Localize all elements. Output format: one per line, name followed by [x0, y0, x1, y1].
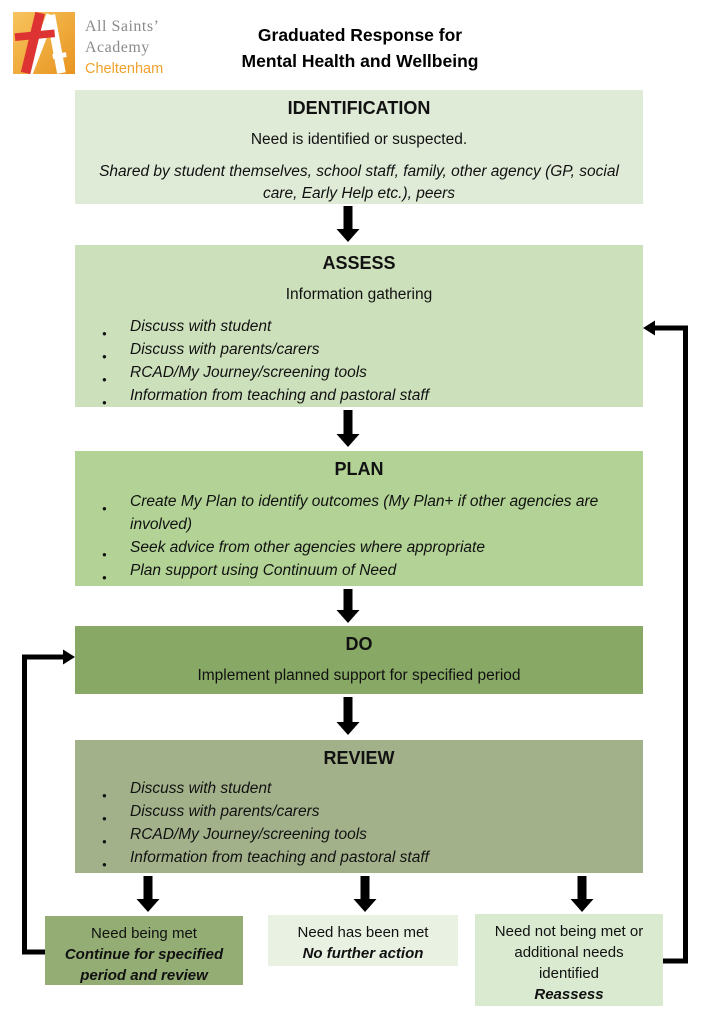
plan-bullet: ● Seek advice from other agencies where appropriate [75, 536, 623, 559]
assess-title: ASSESS [322, 253, 396, 273]
page-title-line2: Mental Health and Wellbeing [241, 51, 479, 71]
assess-bullet-list [75, 315, 643, 407]
review-bullet-list [75, 777, 643, 869]
plan-bullet: ● Plan support using Continuum of Need [75, 559, 623, 582]
plan-title: PLAN [334, 459, 384, 479]
outcome-action: Reassess [534, 986, 604, 1003]
review-bullet: ● RCAD/My Journey/screening tools [75, 823, 623, 846]
down-arrow-plan-to-do-icon [337, 589, 360, 623]
identification-note: Shared by student themselves, school staff, family, other agency (GP, social care, Early Help etc.), peers [99, 163, 619, 202]
down-arrow-review-to-outcome3-icon [571, 876, 594, 912]
outcome-need-not-met-box [475, 914, 663, 1006]
assess-subtitle: Information gathering [285, 286, 433, 303]
outcome-need-met-box [268, 915, 458, 966]
assess-bullet: ● Discuss with parents/carers [75, 338, 623, 361]
review-bullet: ● Discuss with student [75, 777, 623, 800]
outcome-action: No further action [302, 945, 424, 962]
identification-title: IDENTIFICATION [287, 98, 431, 118]
loop-outcome1-to-do-line [25, 657, 64, 952]
logo-city: Cheltenham [85, 61, 164, 77]
page-title-line1: Graduated Response for [257, 25, 463, 45]
review-bullet: ● Discuss with parents/carers [75, 800, 623, 823]
identification-box [75, 90, 643, 204]
down-arrow-review-to-outcome1-icon [137, 876, 160, 912]
loop-outcome3-to-assess-line [655, 328, 686, 961]
review-title: REVIEW [323, 748, 395, 768]
loop-outcome1-to-do-arrowhead-icon [63, 650, 75, 665]
plan-box [75, 451, 643, 586]
down-arrow-identification-to-assess-icon [337, 206, 360, 242]
identification-subtitle: Need is identified or suspected. [250, 131, 468, 148]
logo-name-line2: Academy [85, 39, 150, 56]
do-box [75, 626, 643, 694]
outcome-action: Continue for specified period and review [64, 946, 224, 984]
down-arrow-review-to-outcome2-icon [354, 876, 377, 912]
review-box [75, 740, 643, 873]
down-arrow-do-to-review-icon [337, 697, 360, 735]
page-title [0, 22, 720, 74]
plan-bullet-list [75, 490, 643, 582]
down-arrow-assess-to-plan-icon [337, 410, 360, 447]
plan-bullet: ● Create My Plan to identify outcomes (My Plan+ if other agencies are involved) [75, 490, 623, 536]
outcome-text: Need being met [91, 925, 197, 942]
outcome-need-being-met-box [45, 916, 243, 985]
assess-bullet: ● Discuss with student [75, 315, 623, 338]
logo-name-line1: All Saints’ [85, 18, 160, 35]
review-bullet: ● Information from teaching and pastoral staff [75, 846, 623, 869]
loop-outcome3-to-assess-arrowhead-icon [643, 321, 655, 336]
assess-bullet: ● RCAD/My Journey/screening tools [75, 361, 623, 384]
do-subtitle: Implement planned support for specified period [197, 667, 521, 684]
do-title: DO [345, 634, 373, 654]
assess-bullet: ● Information from teaching and pastoral staff [75, 384, 623, 407]
outcome-text: Need not being met or additional needs identified [494, 923, 644, 982]
outcome-text: Need has been met [297, 924, 429, 941]
assess-box [75, 245, 643, 407]
